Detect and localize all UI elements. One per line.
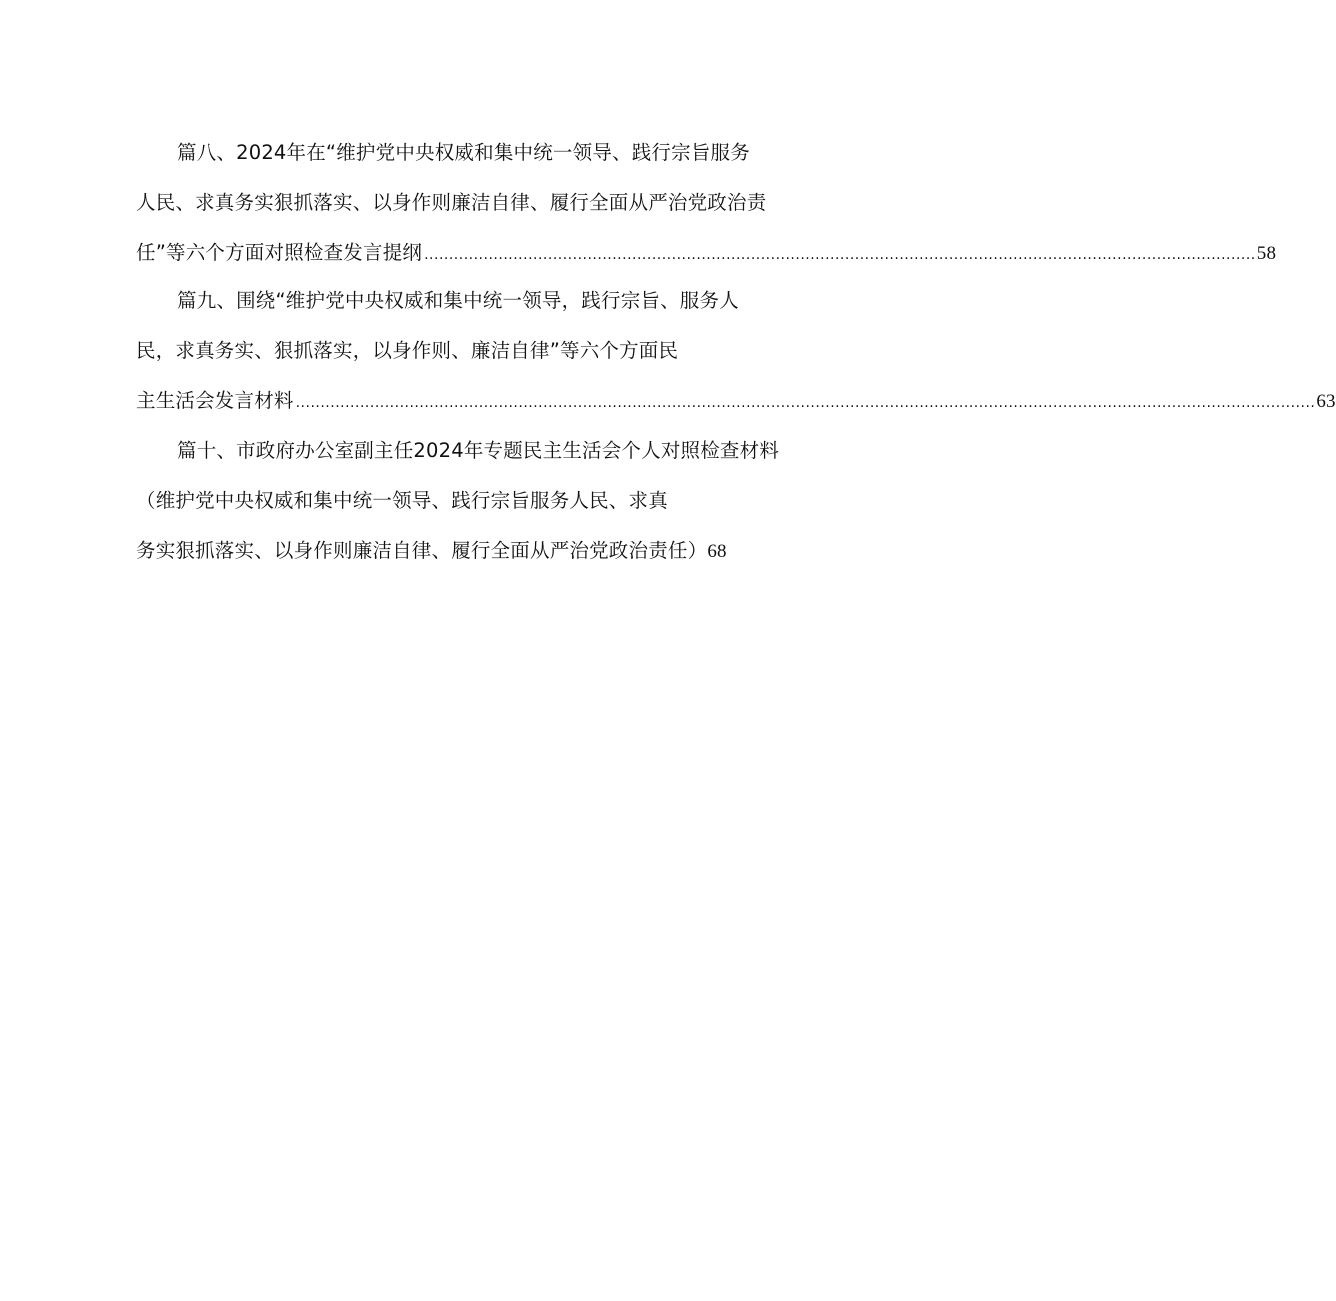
toc-leader-dots: ........................................................................................................................................................................	[424, 247, 1256, 263]
toc-entry-9-line-3-text: 主生活会发言材料	[136, 389, 294, 412]
toc-entry-8-line-1: 篇八、2024年在“维护党中央权威和集中统一领导、践行宗旨服务	[177, 141, 750, 164]
toc-entry-8-page-number: 58	[1256, 243, 1277, 264]
toc-entry-10[interactable]	[136, 426, 796, 576]
toc-entry-9-line-3	[136, 376, 1336, 426]
toc-entry-8[interactable]	[136, 128, 1277, 278]
toc-entry-9-page-number: 63	[1316, 391, 1336, 412]
toc-entry-8-line-2: 人民、求真务实狠抓落实、以身作则廉洁自律、履行全面从严治党政治责	[136, 191, 767, 214]
toc-entry-9-line-2: 民，求真务实、狠抓落实，以身作则、廉洁自律”等六个方面民	[136, 339, 679, 362]
table-of-contents	[136, 128, 1336, 576]
toc-entry-9[interactable]	[136, 276, 1336, 426]
toc-entry-10-line-2: （维护党中央权威和集中统一领导、践行宗旨服务人民、求真	[136, 489, 668, 512]
toc-entry-10-line-3	[136, 526, 796, 576]
toc-entry-8-line-3-text: 任”等六个方面对照检查发言提纲	[136, 241, 423, 264]
toc-entry-9-line-1: 篇九、围绕“维护党中央权威和集中统一领导，践行宗旨、服务人	[177, 289, 739, 312]
toc-entry-8-line-3	[136, 228, 1277, 278]
toc-entry-10-page-number: 68	[707, 541, 727, 562]
toc-entry-10-line-1: 篇十、市政府办公室副主任2024年专题民主生活会个人对照检查材料	[177, 439, 780, 462]
toc-leader-dots: ..............................................................................................................................................................................................................	[295, 395, 1316, 411]
toc-entry-10-line-3-text: 务实狠抓落实、以身作则廉洁自律、履行全面从严治党政治责任）	[136, 539, 708, 562]
